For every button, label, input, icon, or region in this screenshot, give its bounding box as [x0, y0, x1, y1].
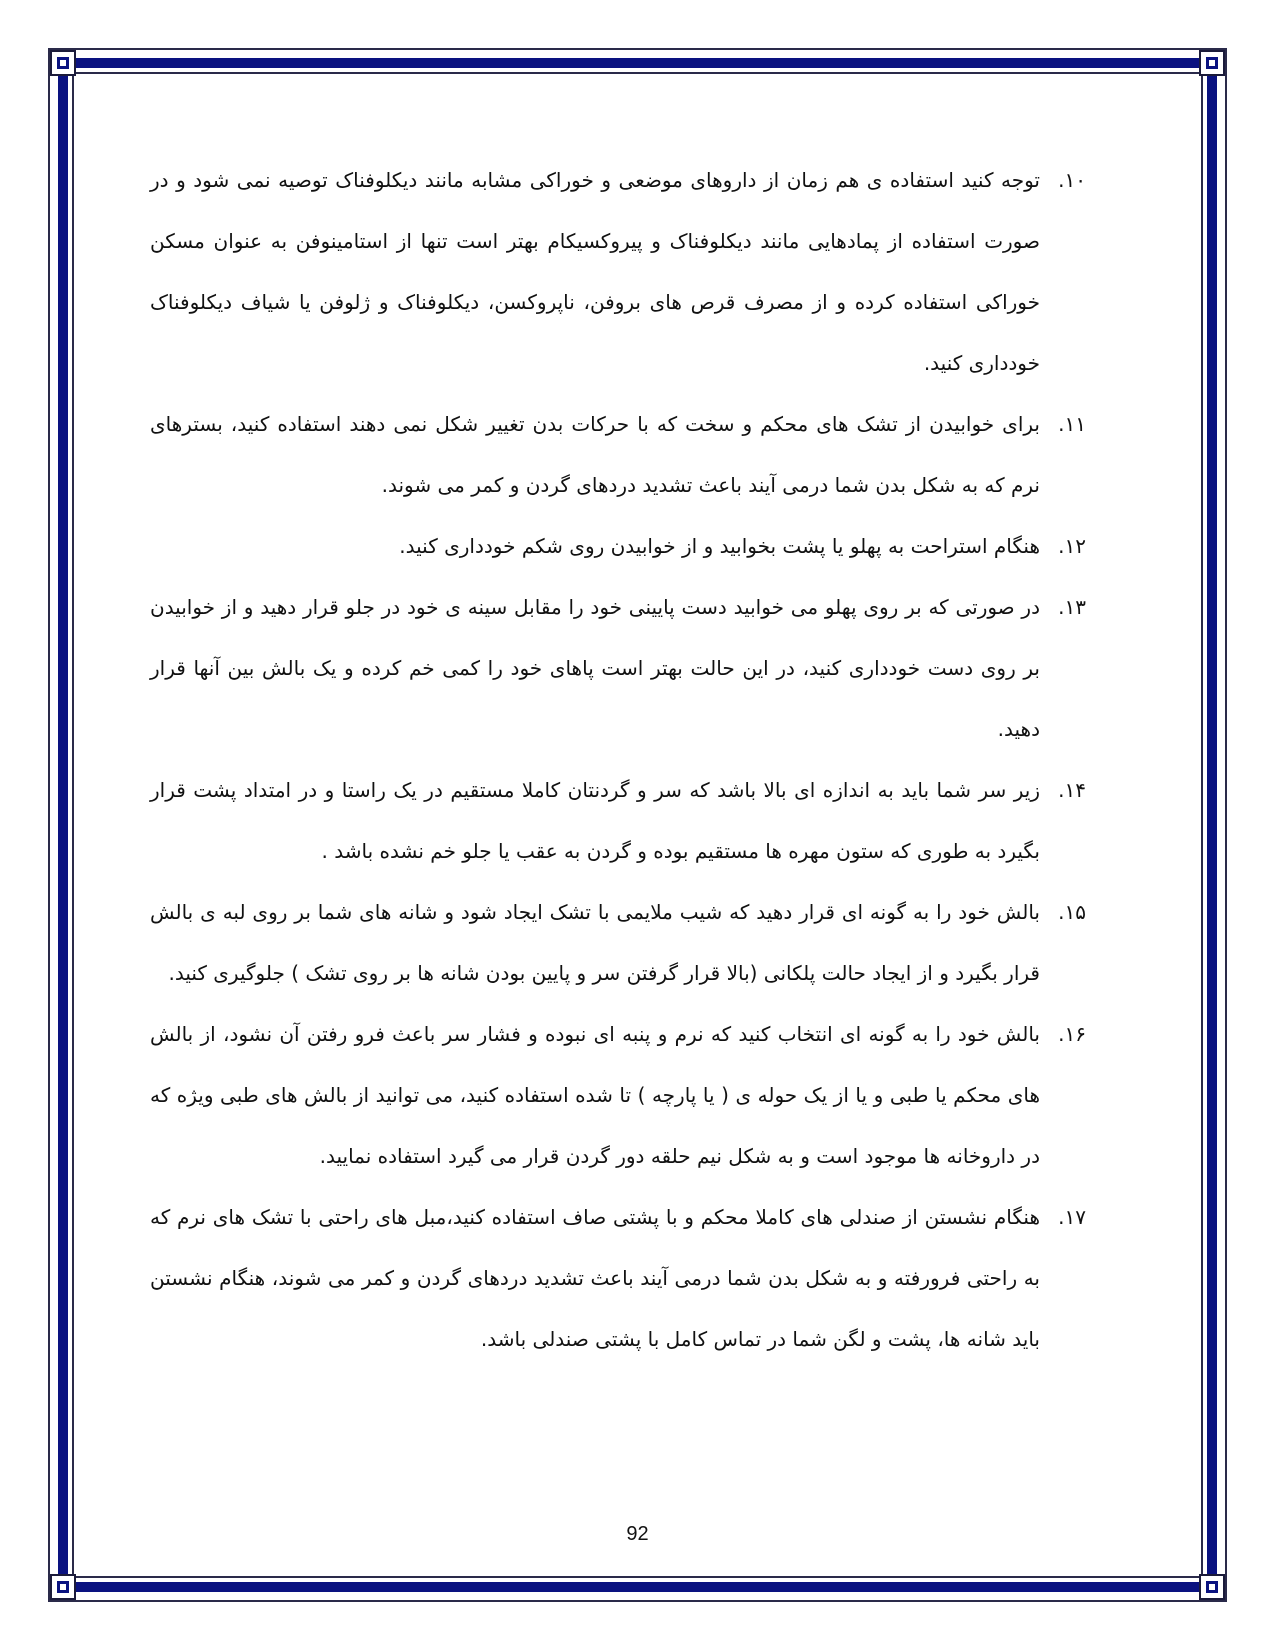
- list-item-text: هنگام نشستن از صندلی های کاملا محکم و با پشتی صاف استفاده کنید،مبل های راحتی با تشک های نرم که به راحتی فرورفته و به شکل بدن شما درمی آیند باعث تشدید دردهای گردن و کمر می شوند، هنگام نشستن باید شانه ها، پشت و لگن شما در تماس کامل با پشتی صندلی باشد.: [150, 1205, 1040, 1351]
- list-item: [150, 577, 1086, 760]
- list-item-number: ۱۶.: [1058, 1022, 1086, 1046]
- list-item: [150, 1004, 1086, 1187]
- corner-ornament-bottom-right: [1199, 1574, 1225, 1600]
- corner-ornament-bottom-left: [50, 1574, 76, 1600]
- list-item: [150, 150, 1086, 394]
- list-item: [150, 882, 1086, 1004]
- corner-ornament-top-left: [50, 50, 76, 76]
- list-item-number: ۱۰.: [1058, 168, 1086, 192]
- list-item-text: زیر سر شما باید به اندازه ای بالا باشد که سر و گردنتان کاملا مستقیم در یک راستا و در امتداد پشت قرار بگیرد به طوری که ستون مهره ها مستقیم بوده و گردن به عقب یا جلو خم نشده باشد .: [150, 778, 1040, 863]
- list-item: [150, 394, 1086, 516]
- list-item-text: بالش خود را به گونه ای قرار دهید که شیب ملایمی با تشک ایجاد شود و شانه های شما بر روی لبه ی بالش قرار بگیرد و از ایجاد حالت پلکانی (بالا قرار گرفتن سر و پایین بودن شانه ها بر روی تشک ) جلوگیری کنید.: [150, 900, 1040, 985]
- list-item-text: هنگام استراحت به پهلو یا پشت بخوابید و از خوابیدن روی شکم خودداری کنید.: [399, 534, 1040, 558]
- list-item-text: توجه کنید استفاده ی هم زمان از داروهای موضعی و خوراکی مشابه مانند دیکلوفناک توصیه نمی شود و در صورت استفاده از پمادهایی مانند دیکلوفناک و پیروکسیکام بهتر است تنها از استامینوفن به عنوان مسکن خوراکی استفاده کرده و از مصرف قرص های بروفن، ناپروکسن، دیکلوفناک و ژلوفن یا شیاف دیکلوفناک خودداری کنید.: [150, 168, 1040, 375]
- list-item-text: برای خوابیدن از تشک های محکم و سخت که با حرکات بدن تغییر شکل نمی دهند استفاده کنید، بسترهای نرم که به شکل بدن شما درمی آیند باعث تشدید دردهای گردن و کمر می شوند.: [150, 412, 1040, 497]
- list-item: [150, 760, 1086, 882]
- list-item-number: ۱۲.: [1058, 534, 1086, 558]
- list-item: [150, 516, 1086, 577]
- list-item: [150, 1187, 1086, 1370]
- list-item-text: در صورتی که بر روی پهلو می خوابید دست پایینی خود را مقابل سینه ی خود در جلو قرار دهید و از خوابیدن بر روی دست خودداری کنید، در این حالت بهتر است پاهای خود را کمی خم کرده و یک بالش بین آنها قرار دهید.: [150, 595, 1040, 741]
- list-item-number: ۱۵.: [1058, 900, 1086, 924]
- list-item-text: بالش خود را به گونه ای انتخاب کنید که نرم و پنبه ای نبوده و فشار سر باعث فرو رفتن آن نشود، از بالش های محکم یا طبی و یا از یک حوله ی ( یا پارچه ) تا شده استفاده کنید، می توانید از بالش های طبی ویژه که در داروخانه ها موجود است و به شکل نیم حلقه دور گردن قرار می گیرد استفاده نمایید.: [150, 1022, 1040, 1168]
- list-item-number: ۱۱.: [1058, 412, 1086, 436]
- list-item-number: ۱۴.: [1058, 778, 1086, 802]
- numbered-list: [150, 150, 1086, 1370]
- list-item-number: ۱۷.: [1058, 1205, 1086, 1229]
- page-number: 92: [626, 1523, 649, 1545]
- corner-ornament-top-right: [1199, 50, 1225, 76]
- list-item-number: ۱۳.: [1058, 595, 1086, 619]
